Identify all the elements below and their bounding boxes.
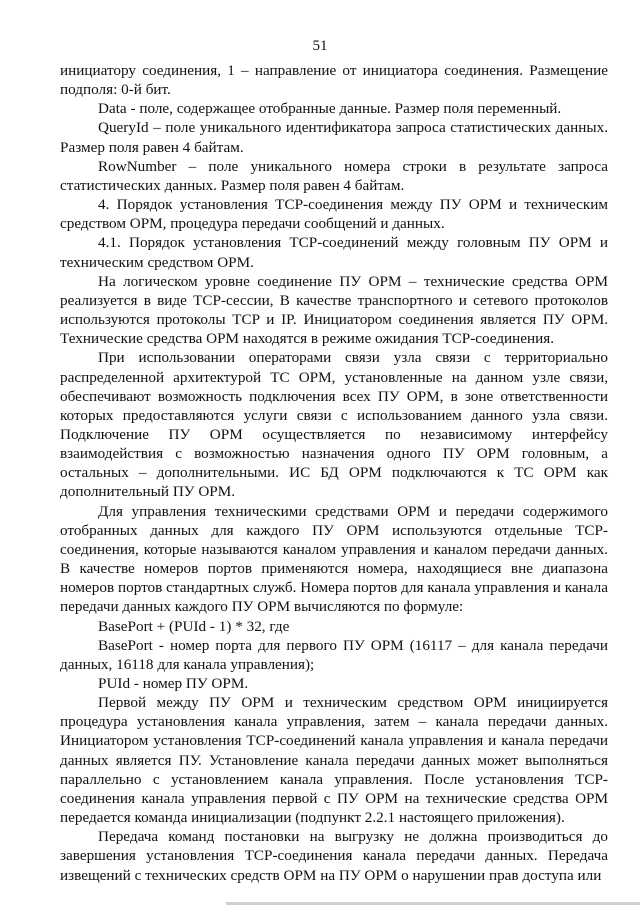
paragraph: инициатору соединения, 1 – направление от инициатора соединения. Размещение подполя: 0-й бит. [60, 62, 608, 99]
paragraph: Передача команд постановки на выгрузку не должна производиться до завершения установления TCP-соединения канала передачи данных. Передача извещений с технических средств ОРМ на ПУ ОРМ о нарушении прав доступа или [60, 828, 608, 884]
document-body [60, 61, 608, 885]
paragraph: На логическом уровне соединение ПУ ОРМ – технические средства ОРМ реализуется в виде TCP-сессии, В качестве транспортного и сетевого протоколов используются протоколы TCP и IP. Инициатором соединения является ПУ ОРМ. Технические средства ОРМ находятся в режиме ожидания TCP-соединения. [60, 272, 608, 348]
paragraph: Data - поле, содержащее отобранные данные. Размер поля переменный. [98, 100, 562, 118]
paragraph: При использовании операторами связи узла связи с территориально распределенной архитектурой ТС ОРМ, установленные на данном узле связи, обеспечивают возможность подключения всех ПУ ОРМ, в зоне ответственности которых предоставляются услуги связи с использованием данного узла связи. Подключение ПУ ОРМ осуществляется по независимому интерфейсу взаимодействия с возможностью назначения одного ПУ ОРМ головным, а остальных – дополнительными. ИС БД ОРМ подключаются к ТС ОРМ как дополнительный ПУ ОРМ. [60, 349, 608, 501]
subsection-heading: 4.1. Порядок установления TCP-соединений между головным ПУ ОРМ и техническим средством ОРМ. [60, 234, 608, 271]
formula-definition: BasePort - номер порта для первого ПУ ОРМ (16117 – для канала передачи данных, 16118 для канала управления); [60, 636, 608, 673]
formula: BasePort + (PUId - 1) * 32, где [98, 617, 290, 635]
paragraph: Первой между ПУ ОРМ и техническим средством ОРМ инициируется процедура установления канала управления, затем – канала передачи данных. Инициатором установления TCP-соединений канала управления и канала передачи данных является ПУ. Установление канала передачи данных может выполняться параллельно с установлением канала управления. После установления TCP-соединения канала управления первой с ПУ ОРМ на технические средства ОРМ передается команда инициализации (подпункт 2.2.1 настоящего приложения). [60, 694, 608, 827]
paragraph: RowNumber – поле уникального номера строки в результате запроса статистических данных. Размер поля равен 4 байтам. [60, 157, 608, 194]
paragraph: Для управления техническими средствами ОРМ и передачи содержимого отобранных данных для каждого ПУ ОРМ используются отдельные TCP-соединения, которые называются каналом управления и каналом передачи данных. В качестве номеров портов применяются номера, находящиеся вне диапазона номеров портов стандартных служб. Номера портов для канала управления и канала передачи данных каждого ПУ ОРМ вычисляются по формуле: [60, 502, 608, 616]
paragraph: QueryId – поле уникального идентификатора запроса статистических данных. Размер поля равен 4 байтам. [60, 119, 608, 156]
section-heading: 4. Порядок установления TCP-соединения между ПУ ОРМ и техническим средством ОРМ, процедура передачи сообщений и данных. [60, 196, 608, 233]
formula-definition: PUId - номер ПУ ОРМ. [98, 675, 249, 692]
page-number: 51 [312, 38, 328, 54]
